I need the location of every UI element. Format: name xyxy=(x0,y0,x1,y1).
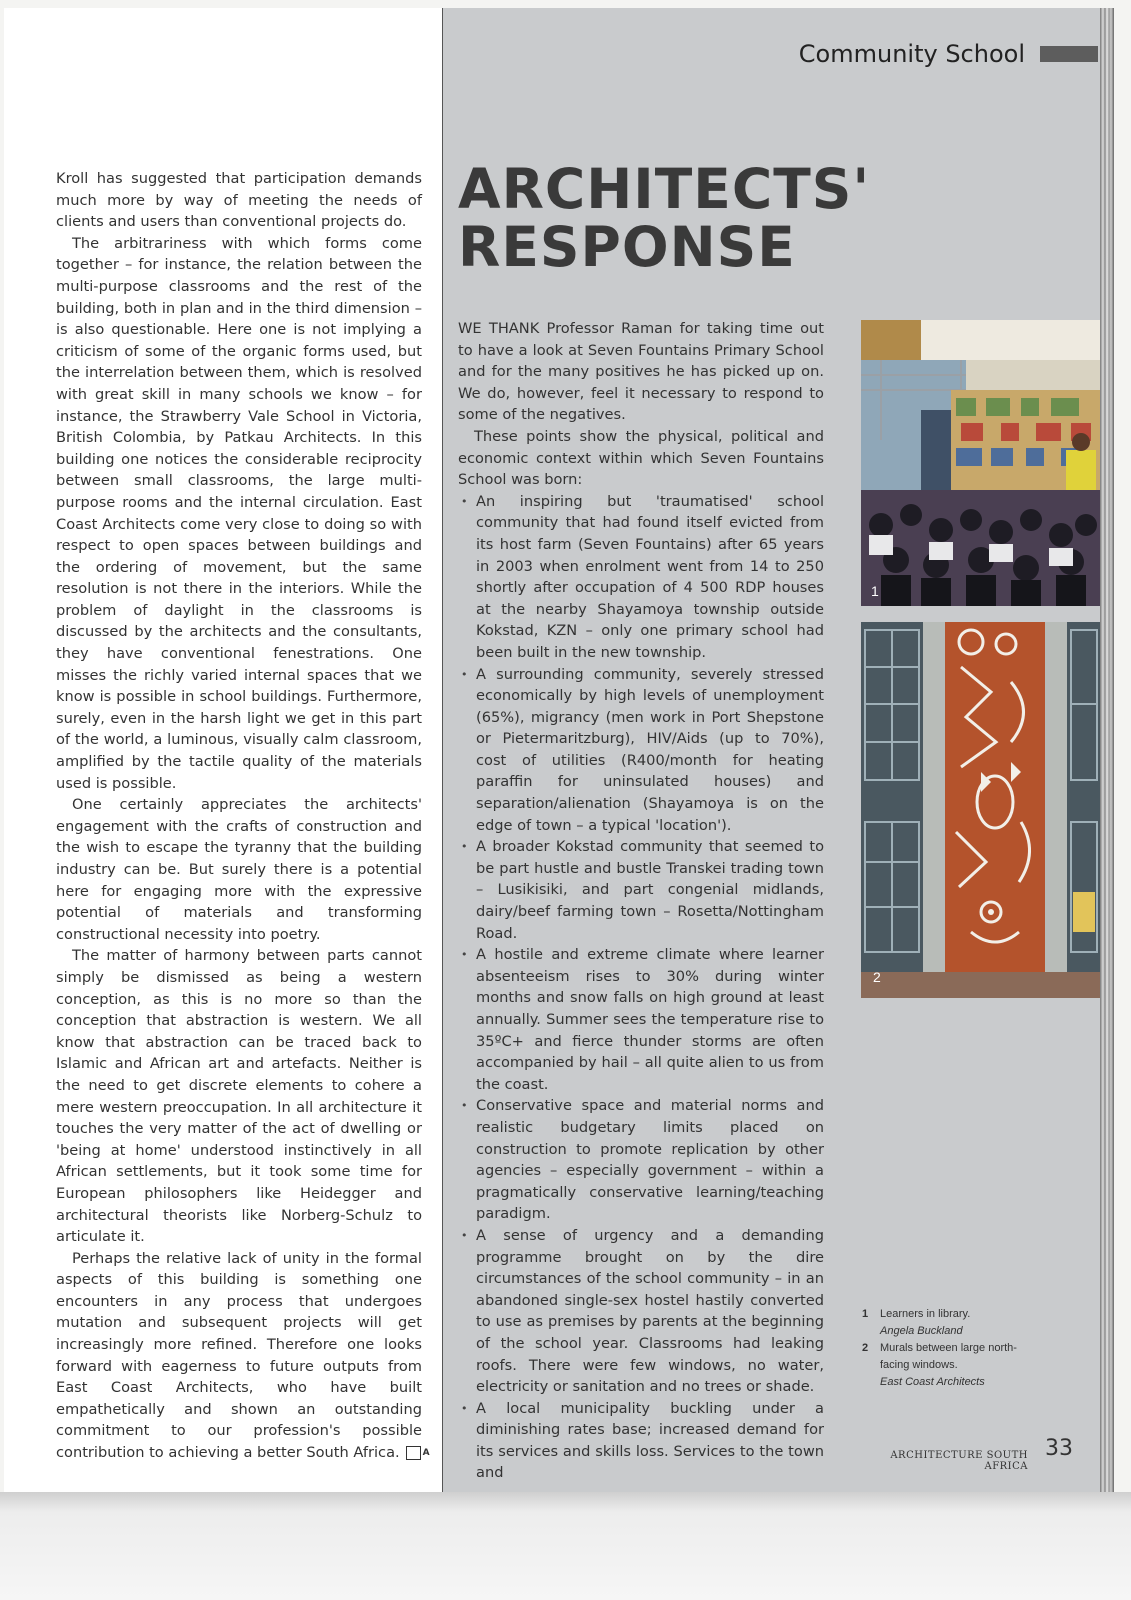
photo-learners-in-library xyxy=(861,320,1100,606)
paragraph: The matter of harmony between parts cannot simply be dismissed as being a western conception, as this is no more so than the conception that abstraction is western. We all know that abstraction can be traced back to Islamic and African art and artefacts. Neither is the need to get discrete elements to cohere a mere western preoccupation. In all architecture it touches the very matter of the act of dwelling or 'being at home' understood instinctively in all African settlements, but it took some time for European philosophers like Heidegger and architectural theorists like Norberg-Schulz to articulate it. xyxy=(56,947,422,1246)
list-item: • A local municipality buckling under a diminishing rates base; increased demand for its services and skills loss. Services to the town and xyxy=(458,1398,824,1484)
journal-name: ARCHITECTURE SOUTH AFRICA xyxy=(890,1450,1028,1472)
paragraph: Kroll has suggested that participation demands much more by way of meeting the needs of clients and users than conventional projects do. xyxy=(56,170,422,231)
mural-photo-illustration xyxy=(861,622,1100,998)
figure-captions xyxy=(862,1306,1022,1391)
section-title: Community School xyxy=(798,40,1025,68)
caption-credit: East Coast Architects xyxy=(880,1376,985,1388)
right-column-text xyxy=(458,318,824,1484)
figure-number: 2 xyxy=(873,969,881,985)
caption-text: Murals between large north-facing windows. xyxy=(880,1342,1017,1371)
caption-number: 2 xyxy=(862,1342,869,1354)
photo-murals xyxy=(861,622,1100,998)
title-line-1: ARCHITECTS' xyxy=(458,157,871,221)
caption-text: Learners in library. xyxy=(880,1308,971,1320)
title-line-2: RESPONSE xyxy=(458,215,796,279)
paragraph-final xyxy=(56,1248,430,1464)
paragraph-text: Perhaps the relative lack of unity in the formal aspects of this building is something one encounters in any process that undergoes mutation and subsequent projects will get increasingly more refined. Therefore one looks forward with eagerness to future outputs from East Coast Architects, who have built empathetically and shown an outstanding commitment to our profession's possible contribution to achieving a better South Africa. xyxy=(56,1249,422,1462)
caption-credit: Angela Buckland xyxy=(880,1325,963,1337)
list-item: • An inspiring but 'traumatised' school community that had found itself evicted from its host farm (Seven Fountains) after 65 years in 2003 when enrolment went from 14 to 250 shortly after occupation of 4 500 RDP houses at the nearby Shayamoya township outside Kokstad, KZN – only one primary school had been built in the new township. xyxy=(458,491,824,664)
figure-number: 1 xyxy=(871,583,879,599)
lead-paragraph: These points show the physical, political and economic context within which Seven Fountains School was born: xyxy=(458,427,824,489)
list-item: • A hostile and extreme climate where learner absenteeism rises to 30% during winter months and snow falls on high ground at least annually. Summer sees the temperature rise to 35ºC+ and fierce thunder storms are often accompanied by hail – all quite alien to us from the coast. xyxy=(458,944,824,1095)
page-edge xyxy=(1100,8,1114,1493)
end-mark-logo: A xyxy=(406,1446,421,1460)
article-title xyxy=(458,157,878,279)
paragraph: One certainly appreciates the architects' engagement with the crafts of construction and the wish to escape the tyranny that the building industry can be. But surely there is a potential here for engaging more with the expressive potential of materials and transforming constructional necessity into poetry. xyxy=(56,796,422,943)
list-item: • Conservative space and material norms and realistic budgetary limits placed on construction to promote replication by other agencies – especially government – within a pragmatically conservative learning/teaching paradigm. xyxy=(458,1095,824,1225)
scan-bottom-margin xyxy=(0,1492,1131,1600)
intro-paragraph: WE THANK Professor Raman for taking time out to have a look at Seven Fountains Primary School and for the many positives he has picked up on. We do, however, feel it necessary to respond to some of the negatives. xyxy=(458,320,824,424)
list-item: • A surrounding community, severely stressed economically by high levels of unemployment (65%), migrancy (men work in Port Shepstone or Pietermaritzburg), HIV/Aids (up to 70%), cost of utilities (R400/month for heating paraffin for uninsulated houses) and separation/alienation (Shayamoya is on the edge of town – a typical 'location'). xyxy=(458,664,824,837)
context-bullet-list xyxy=(458,491,824,1484)
page-number: 33 xyxy=(1045,1436,1073,1461)
caption-1 xyxy=(862,1306,1022,1340)
list-item: • A sense of urgency and a demanding programme brought on by the dire circumstances of the school community – in an abandoned single-sex hostel hastily converted to use as premises by parents at the beginning of the school year. Classrooms had leaking roofs. There were few windows, no water, electricity or sanitation and no trees or shade. xyxy=(458,1225,824,1398)
paragraph: The arbitrariness with which forms come together – for instance, the relation between the multi-purpose classrooms and the rest of the building, both in plan and in the third dimension – is also questionable. Here one is not implying a criticism of some of the organic forms used, but the interrelation between them, which is resolved with great skill in many schools we know – for instance, the Strawberry Vale School in Victoria, British Colombia, by Patkau Architects. In this building one notices the considerable reciprocity between small classrooms, the large multi-purpose rooms and the internal circulation. East Coast Architects come very close to doing so with respect to open spaces between buildings and the ordering of movement, but the same resolution is not there in the interiors. While the problem of daylight in the classrooms is discussed by the architects and the consultants, they have conventional fenestrations. One misses the richly varied internal spaces that we know is possible in school buildings. Furthermore, surely, even in the harsh light we get in this part of the world, a luminous, visually calm classroom, amplified by the tactile quality of the materials used is possible. xyxy=(56,234,422,792)
section-marker-bar xyxy=(1040,46,1098,62)
caption-2 xyxy=(862,1340,1022,1391)
caption-number: 1 xyxy=(862,1308,869,1320)
list-item: • A broader Kokstad community that seemed to be part hustle and bustle Transkei trading town – Lusikisiki, and part congenial midlands, dairy/beef farming town – Rosetta/Nottingham Road. xyxy=(458,836,824,944)
left-column-text xyxy=(56,168,430,1464)
library-photo-illustration xyxy=(861,320,1100,606)
